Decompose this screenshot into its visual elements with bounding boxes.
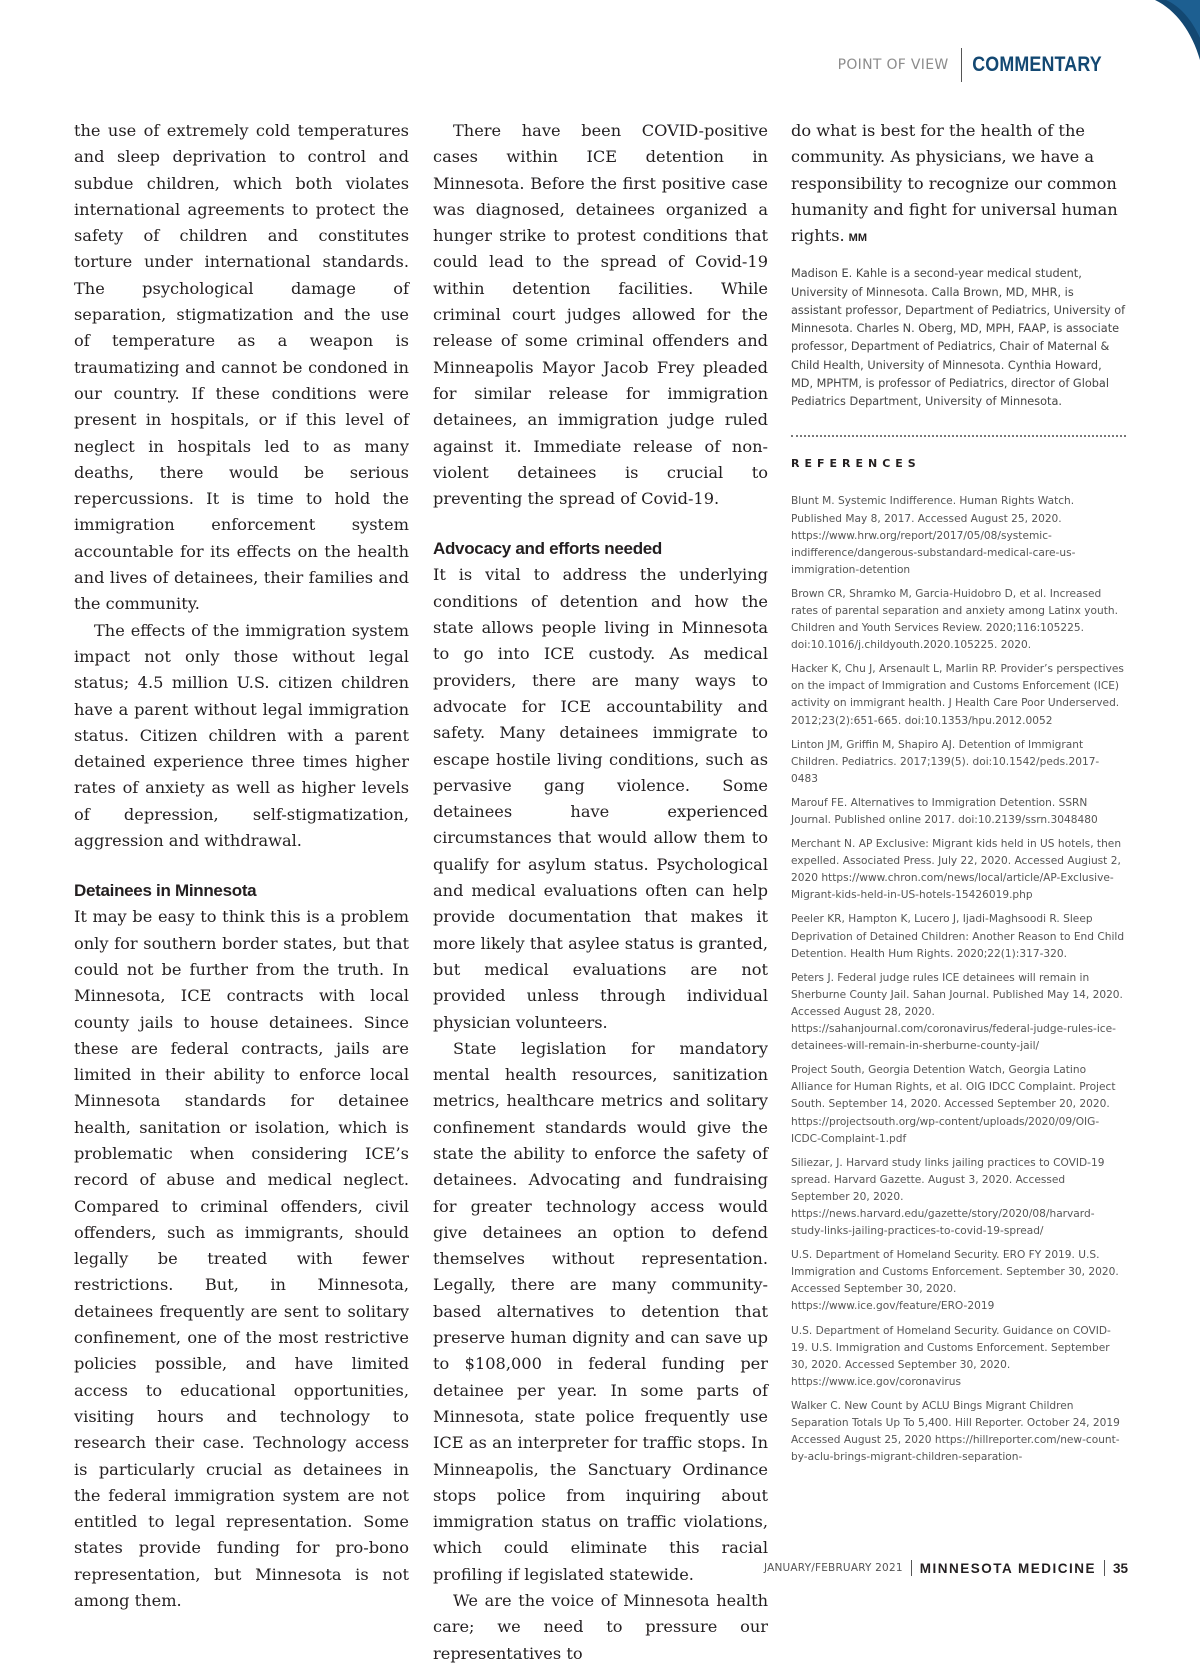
reference-item: Hacker K, Chu J, Arsenault L, Marlin RP. Provider’s perspectives on the impact of Immigration and Customs Enforcement (ICE) activity on immigrant health. J Health Care Poor Underserved. 2012;23(2):651-665. doi:10.1353/hpu.2012.0052 bbox=[791, 663, 1124, 727]
paragraph: There have been COVID-positive cases within ICE detention in Minnesota. Before the first positive case was diagnosed, detainees organized a hunger strike to protest conditions that could lead to the spread of Covid-19 within detention facilities. While criminal court judges allowed for the release of some criminal offenders and Minneapolis Mayor Jacob Frey pleaded for similar release for immigration detainees, an immigration judge ruled against it. Immediate release of non-violent detainees is crucial to preventing the spread of Covid-19. bbox=[433, 121, 768, 509]
reference-item: Project South, Georgia Detention Watch, Georgia Latino Alliance for Human Rights, et al. OIG IDCC Complaint. Project South. September 14, 2020. Accessed September 20, 2020. https://projectsouth.org/wp-content/uploads/2020/09/OIG-ICDC-Complaint-1.pdf bbox=[791, 1064, 1116, 1145]
paragraph: It is vital to address the underlying conditions of detention and how the state allows people living in Minnesota to go into ICE custody. As medical providers, there are many ways to advocate for ICE accountability and safety. Many detainees immigrate to escape hostile living conditions, such as pervasive gang violence. Some detainees have experienced circumstances that would allow them to qualify for asylum status. Psychological and medical evaluations often can help provide documentation that makes it more likely that asylee status is granted, but medical evaluations are not provided unless through individual physician volunteers. bbox=[433, 565, 768, 1032]
paragraph: The effects of the immigration system impact not only those without legal status; 4.5 million U.S. citizen children have a parent without legal immigration status. Citizen children with a parent detained experience three times higher rates of anxiety as well as higher levels of depression, self-stigmatization, aggression and withdrawal. bbox=[74, 620, 409, 851]
end-mark: MM bbox=[848, 232, 867, 245]
author-bio: Madison E. Kahle is a second-year medical student, University of Minnesota. Calla Brown, MD, MHR, is assistant professor, Department of Pediatrics, University of Minnesota. Charles N. Oberg, MD, MPH, FAAP, is associate professor, Department of Pediatrics, Chair of Maternal & Child Health, University of Minnesota. Cynthia Howard, MD, MPHTM, is professor of Pediatrics, director of Global Pediatrics Department, University of Minnesota. bbox=[791, 267, 1126, 408]
reference-item: Peeler KR, Hampton K, Lucero J, Ijadi-Maghsoodi R. Sleep Deprivation of Detained Children: Another Reason to End Child Detention. Health Hum Rights. 2020;22(1):317-320. bbox=[791, 913, 1125, 960]
reference-item: Marouf FE. Alternatives to Immigration Detention. SSRN Journal. Published online 2017. doi:10.2139/ssrn.3048480 bbox=[791, 796, 1098, 826]
paragraph: State legislation for mandatory mental health resources, sanitization metrics, healthcare metrics and solitary confinement standards would give the state the ability to enforce the safety of detainees. Advocating and fundraising for greater technology access would give detainees an option to defend themselves without representation. Legally, there are many community-based alternatives to detention that preserve human dignity and can save up to $108,000 in federal funding per detainee per year. In some parts of Minnesota, state police frequently use ICE as an interpreter for traffic stops. In Minneapolis, the Sanctuary Ordinance stops police from inquiring about immigration status on traffic violations, which could eliminate this racial profiling if legislated statewide. bbox=[433, 1038, 768, 1584]
paragraph: the use of extremely cold temperatures and sleep deprivation to control and subdue children, which both violates international agreements to protect the safety of children and constitutes torture under international standards. The psychological damage of separation, stigmatization and the use of temperature as a weapon is traumatizing and cannot be condoned in our country. If these conditions were present in hospitals, or if this level of neglect in hospitals led to as many deaths, there would be serious repercussions. It is time to hold the immigration enforcement system accountable for its effects on the health and lives of detainees, their families and the community. bbox=[74, 121, 409, 614]
reference-item: Siliezar, J. Harvard study links jailing practices to COVID-19 spread. Harvard Gazette. August 3, 2020. Accessed September 20, 2020. https://news.harvard.edu/gazette/story/2020/08/harvard-study-links-jailing-practices-to-covid-19-spread/ bbox=[791, 1156, 1105, 1238]
reference-item: Merchant N. AP Exclusive: Migrant kids held in US hotels, then expelled. Associated Press. July 22, 2020. Accessed Augiust 2, 2020 https://www.chron.com/news/local/article/AP-Exclusive-Migrant-kids-held-in-US-hotels-15426019.php bbox=[791, 838, 1122, 902]
article-column-1 bbox=[74, 118, 409, 1614]
paragraph: We are the voice of Minnesota health care; we need to pressure our representatives to bbox=[433, 1591, 768, 1663]
reference-item: Walker C. New Count by ACLU Bings Migrant Children Separation Totals Up To 5,400. Hill Reporter. October 24, 2019 Accessed August 25, 2020 https://hillreporter.com/new-count-by-aclu-brings-migrant-children-separation- bbox=[791, 1399, 1120, 1464]
article-column-3 bbox=[791, 118, 1126, 1473]
section-heading: Advocacy and efforts needed bbox=[433, 539, 663, 559]
reference-item: Blunt M. Systemic Indifference. Human Rights Watch. Published May 8, 2017. Accessed August 25, 2020. https://www.hrw.org/report/2017/05/08/systemic-indifference/dangerous-substandard-medical-care-us-immigration-detention bbox=[791, 495, 1076, 576]
issue-date: JANUARY/FEBRUARY 2021 bbox=[763, 1562, 903, 1574]
closing-paragraph bbox=[791, 118, 1126, 251]
dotted-divider bbox=[791, 435, 1126, 437]
section-label: POINT OF VIEW bbox=[837, 57, 949, 73]
section-heading: Detainees in Minnesota bbox=[74, 881, 257, 901]
paragraph: It may be easy to think this is a problem only for southern border states, but that could not be further from the truth. In Minnesota, ICE contracts with local county jails to house detainees. Since these are federal contracts, jails are limited in their ability to enforce local Minnesota standards for detainee health, sanitation or isolation, which is problematic when considering ICE’s record of abuse and medical neglect. Compared to criminal offenders, civil offenders, such as immigrants, should legally be treated with fewer restrictions. But, in Minnesota, detainees frequently are sent to solitary confinement, one of the most restrictive policies possible, and have limited access to educational opportunities, visiting hours and technology to research their case. Technology access is particularly crucial as detainees in the federal immigration system are not entitled to legal representation. Some states provide funding for pro-bono representation, but Minnesota is not among them. bbox=[74, 907, 409, 1611]
magazine-name: MINNESOTA MEDICINE bbox=[919, 1560, 1096, 1576]
article-column-2 bbox=[433, 118, 768, 1667]
reference-item: Peters J. Federal judge rules ICE detainees will remain in Sherburne County Jail. Sahan Journal. Published May 14, 2020. Accessed August 28, 2020. https://sahanjournal.com/coronavirus/federal-judge-rules-ice-detainees-will-remain-in-sherburne-county-jail/ bbox=[791, 971, 1123, 1053]
reference-item: Linton JM, Griffin M, Shapiro AJ. Detention of Immigrant Children. Pediatrics. 2017;139(5). doi:10.1542/peds.2017-0483 bbox=[791, 738, 1100, 785]
references-heading: REFERENCES bbox=[791, 457, 921, 471]
reference-item: Brown CR, Shramko M, Garcia-Huidobro D, et al. Increased rates of parental separation and anxiety among Latinx youth. Children and Youth Services Review. 2020;116:105225. doi:10.1016/j.childyouth.2020.105225. 2020. bbox=[791, 587, 1118, 652]
paragraph-text: do what is best for the health of the community. As physicians, we have a responsibility to recognize our common humanity and fight for universal human rights. bbox=[791, 121, 1118, 246]
reference-item: U.S. Department of Homeland Security. Guidance on COVID-19. U.S. Immigration and Customs Enforcement. September 30, 2020. Accessed September 30, 2020. https://www.ice.gov/coronavirus bbox=[791, 1324, 1111, 1388]
page-header bbox=[838, 48, 1126, 82]
page-footer bbox=[764, 1560, 1128, 1576]
reference-item: U.S. Department of Homeland Security. ERO FY 2019. U.S. Immigration and Customs Enforcement. September 30, 2020. Accessed September 30, 2020. https://www.ice.gov/feature/ERO-2019 bbox=[791, 1249, 1119, 1313]
references-list bbox=[791, 493, 1126, 1466]
page-number: 35 bbox=[1112, 1560, 1128, 1576]
category-label: COMMENTARY bbox=[971, 53, 1102, 76]
